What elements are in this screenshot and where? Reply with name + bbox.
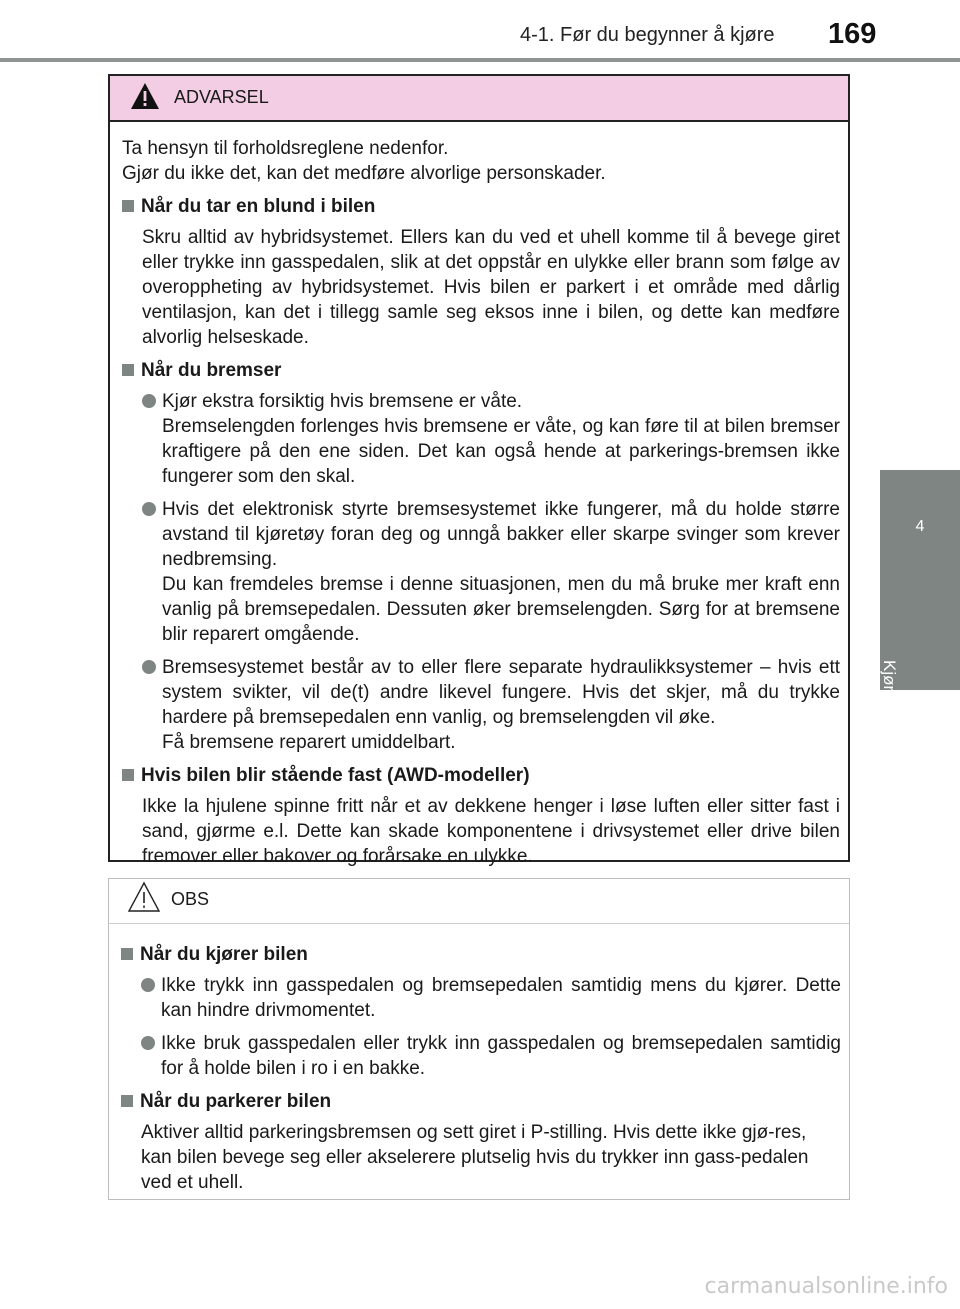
header-rule	[0, 58, 960, 62]
bullet-line: Få bremsene reparert umiddelbart.	[162, 732, 456, 753]
section-heading: Når du tar en blund i bilen	[122, 194, 840, 219]
caution-box	[108, 878, 850, 1200]
section-paragraph: Aktiver alltid parkeringsbremsen og sett giret i P-stilling. Hvis dette ikke gjø-res, kan bilen bevege seg eller akselerere plutselig hvis du trykker inn gass-pedalen ved et uhell.	[141, 1122, 809, 1193]
bullet-line: Ikke trykk inn gasspedalen og bremsepedalen samtidig mens du kjører. Dette kan hindre drivmomentet.	[161, 975, 841, 1021]
intro-line: Ta hensyn til forholdsreglene nedenfor.	[122, 138, 449, 159]
bullet-item	[141, 973, 841, 1023]
warning-title: ADVARSEL	[174, 87, 269, 107]
caution-triangle-icon	[127, 881, 161, 913]
bullet-item	[142, 497, 840, 647]
section-heading: Når du kjører bilen	[121, 942, 841, 967]
warning-header	[110, 76, 848, 122]
square-bullet-icon	[121, 1095, 133, 1107]
square-bullet-icon	[122, 364, 134, 376]
section-heading: Hvis bilen blir stående fast (AWD-modeller)	[122, 763, 840, 788]
bullet-line: Bremsesystemet består av to eller flere separate hydraulikksystemer – hvis ett system svikter, vil de(t) andre likevel fungere. Hvis det skjer, må du trykke hardere på bremsepedalen enn vanlig, og bremselengden vil øke.	[162, 657, 840, 728]
section-paragraph: Ikke la hjulene spinne fritt når et av dekkene henger i løse luften eller sitter fast i sand, gjørme e.l. Dette kan skade komponentene i drivsystemet eller drive bilen fremover eller bakover og forårsake en ulykke.	[142, 796, 840, 867]
round-bullet-icon	[141, 1036, 155, 1050]
bullet-item	[142, 389, 840, 489]
round-bullet-icon	[142, 502, 156, 516]
bullet-line: Kjør ekstra forsiktig hvis bremsene er våte.	[162, 391, 523, 412]
round-bullet-icon	[142, 394, 156, 408]
bullet-line: Bremselengden forlenges hvis bremsene er våte, og kan føre til at bilen bremser kraftigere på den ene siden. Det kan også hende at parkerings-bremsen ikke fungerer som den skal.	[162, 416, 840, 487]
bullet-line: Ikke bruk gasspedalen eller trykk inn gasspedalen og bremsepedalen samtidig for å holde bilen i ro i en bakke.	[161, 1033, 841, 1079]
bullet-item	[142, 655, 840, 755]
warning-triangle-icon	[130, 82, 160, 110]
page-header	[0, 0, 960, 62]
warning-body	[110, 122, 848, 869]
section-heading: Når du bremser	[122, 358, 840, 383]
section-heading: Når du parkerer bilen	[121, 1089, 841, 1114]
section-title: 4-1. Før du begynner å kjøre	[520, 24, 775, 46]
caution-title: OBS	[171, 889, 210, 909]
round-bullet-icon	[141, 978, 155, 992]
warning-box	[108, 74, 850, 867]
intro-line: Gjør du ikke det, kan det medføre alvorlige personskader.	[122, 163, 606, 184]
bullet-line: Hvis det elektronisk styrte bremsesystemet ikke fungerer, må du holde større avstand til kjøretøy foran deg og unngå bakker eller skarpe svinger som krever nedbremsing.	[162, 499, 840, 570]
bullet-item	[141, 1031, 841, 1081]
page-number: 169	[828, 18, 877, 50]
chapter-label: Kjøring	[880, 660, 899, 714]
section-paragraph: Skru alltid av hybridsystemet. Ellers kan du ved et uhell komme til å bevege giret eller trykke inn gasspedalen, slik at det oppstår en ulykke eller brann som følge av overoppheting av hybridsystemet. Hvis bilen er parkert i et område med dårlig ventilasjon, kan det i tillegg samle seg eksos inne i bilen, og dette kan medføre alvorlig helseskade.	[142, 227, 840, 348]
chapter-side-tab	[880, 470, 960, 714]
watermark: carmanualsonline.info	[704, 1274, 948, 1299]
square-bullet-icon	[122, 200, 134, 212]
square-bullet-icon	[121, 948, 133, 960]
round-bullet-icon	[142, 660, 156, 674]
caution-header	[109, 879, 849, 924]
chapter-number: 4	[915, 518, 925, 535]
bullet-line: Du kan fremdeles bremse i denne situasjonen, men du må bruke mer kraft enn vanlig på bremsepedalen. Dessuten øker bremselengden. Sørg for at bremsene blir reparert omgående.	[162, 574, 840, 645]
caution-body	[109, 924, 849, 1195]
warning-intro	[122, 136, 840, 186]
square-bullet-icon	[122, 769, 134, 781]
